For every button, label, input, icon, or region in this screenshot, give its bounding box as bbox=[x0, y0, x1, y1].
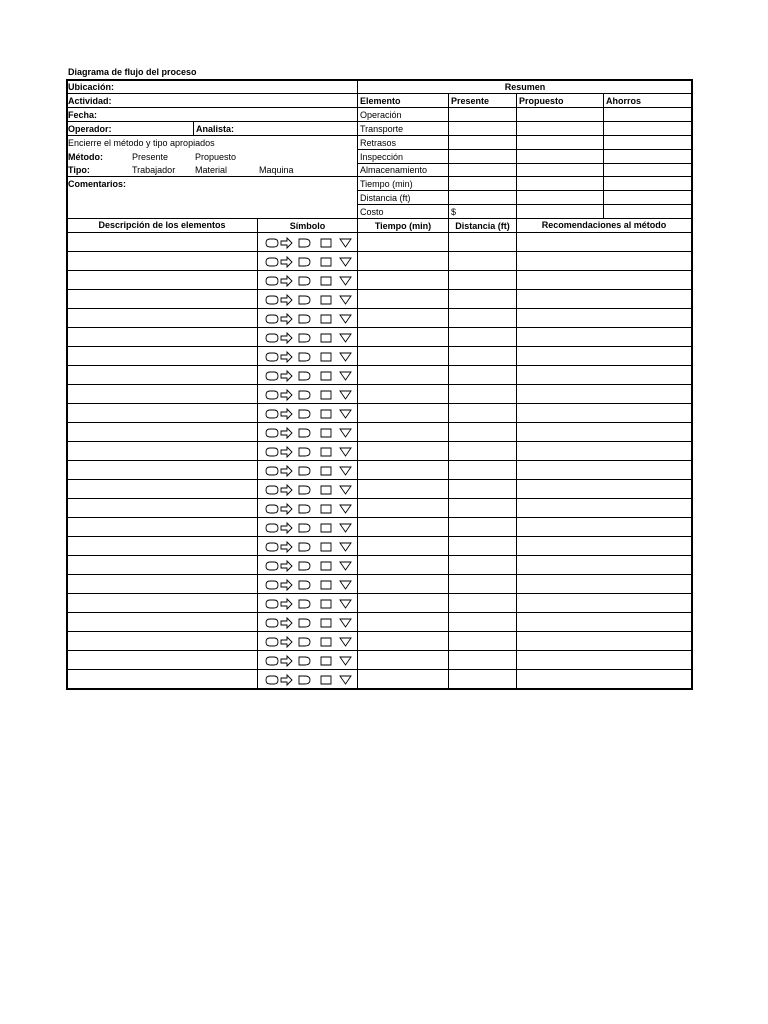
storage-icon[interactable] bbox=[339, 560, 353, 572]
metodo-option-propuesto[interactable]: Propuesto bbox=[195, 152, 237, 162]
transport-icon[interactable] bbox=[280, 256, 294, 268]
summary-col-elemento: Elemento bbox=[360, 96, 401, 106]
inspection-icon[interactable] bbox=[320, 674, 334, 686]
delay-icon[interactable] bbox=[298, 579, 312, 591]
inspection-icon[interactable] bbox=[320, 655, 334, 667]
storage-icon[interactable] bbox=[339, 313, 353, 325]
storage-icon[interactable] bbox=[339, 237, 353, 249]
inspection-icon[interactable] bbox=[320, 484, 334, 496]
operation-icon[interactable] bbox=[265, 332, 279, 344]
summary-title: Resumen bbox=[504, 82, 546, 92]
storage-icon[interactable] bbox=[339, 275, 353, 287]
storage-icon[interactable] bbox=[339, 408, 353, 420]
comentarios-label: Comentarios: bbox=[68, 179, 127, 189]
col-header-descripcion: Descripción de los elementos bbox=[98, 220, 226, 230]
inspection-icon[interactable] bbox=[320, 427, 334, 439]
delay-icon[interactable] bbox=[298, 541, 312, 553]
table-row bbox=[66, 251, 693, 252]
operation-icon[interactable] bbox=[265, 655, 279, 667]
operation-icon[interactable] bbox=[265, 484, 279, 496]
operation-icon[interactable] bbox=[265, 541, 279, 553]
transport-icon[interactable] bbox=[280, 351, 294, 363]
transport-icon[interactable] bbox=[280, 465, 294, 477]
operation-icon[interactable] bbox=[265, 389, 279, 401]
inspection-icon[interactable] bbox=[320, 636, 334, 648]
operation-icon[interactable] bbox=[265, 370, 279, 382]
operation-icon[interactable] bbox=[265, 636, 279, 648]
storage-icon[interactable] bbox=[339, 256, 353, 268]
col-header-simbolo: Símbolo bbox=[289, 221, 326, 231]
transport-icon[interactable] bbox=[280, 636, 294, 648]
col-header-recomendaciones: Recomendaciones al método bbox=[541, 220, 667, 230]
inspection-icon[interactable] bbox=[320, 446, 334, 458]
storage-icon[interactable] bbox=[339, 636, 353, 648]
operation-icon[interactable] bbox=[265, 446, 279, 458]
storage-icon[interactable] bbox=[339, 541, 353, 553]
operation-icon[interactable] bbox=[265, 351, 279, 363]
instruction-text: Encierre el método y tipo apropiados bbox=[68, 138, 215, 148]
table-row bbox=[66, 346, 693, 347]
inspection-icon[interactable] bbox=[320, 598, 334, 610]
tipo-label: Tipo: bbox=[68, 165, 90, 175]
transport-icon[interactable] bbox=[280, 408, 294, 420]
summary-row-inspeccion: Inspección bbox=[360, 152, 404, 162]
delay-icon[interactable] bbox=[298, 617, 312, 629]
col-header-distancia: Distancia (ft) bbox=[455, 221, 510, 231]
ubicacion-label: Ubicación: bbox=[68, 82, 115, 92]
delay-icon[interactable] bbox=[298, 313, 312, 325]
tipo-option-material[interactable]: Material bbox=[195, 165, 228, 175]
delay-icon[interactable] bbox=[298, 332, 312, 344]
transport-icon[interactable] bbox=[280, 313, 294, 325]
delay-icon[interactable] bbox=[298, 522, 312, 534]
storage-icon[interactable] bbox=[339, 484, 353, 496]
transport-icon[interactable] bbox=[280, 503, 294, 515]
table-row bbox=[66, 631, 693, 632]
storage-icon[interactable] bbox=[339, 598, 353, 610]
summary-costo-presente: $ bbox=[451, 207, 457, 217]
transport-icon[interactable] bbox=[280, 522, 294, 534]
table-row bbox=[66, 365, 693, 366]
operation-icon[interactable] bbox=[265, 465, 279, 477]
operation-icon[interactable] bbox=[265, 427, 279, 439]
operation-icon[interactable] bbox=[265, 617, 279, 629]
operation-icon[interactable] bbox=[265, 294, 279, 306]
table-row bbox=[66, 650, 693, 651]
table-row bbox=[66, 270, 693, 271]
storage-icon[interactable] bbox=[339, 294, 353, 306]
summary-col-propuesto: Propuesto bbox=[519, 96, 564, 106]
delay-icon[interactable] bbox=[298, 351, 312, 363]
delay-icon[interactable] bbox=[298, 636, 312, 648]
transport-icon[interactable] bbox=[280, 541, 294, 553]
tipo-option-maquina[interactable]: Maquina bbox=[259, 165, 294, 175]
table-row bbox=[66, 574, 693, 575]
summary-col-ahorros: Ahorros bbox=[606, 96, 642, 106]
transport-icon[interactable] bbox=[280, 332, 294, 344]
delay-icon[interactable] bbox=[298, 655, 312, 667]
delay-icon[interactable] bbox=[298, 427, 312, 439]
table-row bbox=[66, 422, 693, 423]
storage-icon[interactable] bbox=[339, 655, 353, 667]
storage-icon[interactable] bbox=[339, 579, 353, 591]
transport-icon[interactable] bbox=[280, 427, 294, 439]
inspection-icon[interactable] bbox=[320, 332, 334, 344]
transport-icon[interactable] bbox=[280, 389, 294, 401]
summary-row-operacion: Operación bbox=[360, 110, 402, 120]
summary-row-almacenamiento: Almacenamiento bbox=[360, 165, 428, 175]
table-row bbox=[66, 403, 693, 404]
inspection-icon[interactable] bbox=[320, 237, 334, 249]
transport-icon[interactable] bbox=[280, 617, 294, 629]
delay-icon[interactable] bbox=[298, 446, 312, 458]
table-row bbox=[66, 289, 693, 290]
transport-icon[interactable] bbox=[280, 484, 294, 496]
operador-label: Operador: bbox=[68, 124, 112, 134]
storage-icon[interactable] bbox=[339, 674, 353, 686]
table-row bbox=[66, 536, 693, 537]
storage-icon[interactable] bbox=[339, 617, 353, 629]
inspection-icon[interactable] bbox=[320, 465, 334, 477]
table-row bbox=[66, 498, 693, 499]
delay-icon[interactable] bbox=[298, 408, 312, 420]
transport-icon[interactable] bbox=[280, 579, 294, 591]
transport-icon[interactable] bbox=[280, 275, 294, 287]
transport-icon[interactable] bbox=[280, 598, 294, 610]
table-row bbox=[66, 308, 693, 309]
summary-row-tiempo: Tiempo (min) bbox=[360, 179, 413, 189]
delay-icon[interactable] bbox=[298, 560, 312, 572]
table-row bbox=[66, 593, 693, 594]
operation-icon[interactable] bbox=[265, 313, 279, 325]
tipo-option-trabajador[interactable]: Trabajador bbox=[132, 165, 176, 175]
summary-col-presente: Presente bbox=[451, 96, 490, 106]
summary-row-transporte: Transporte bbox=[360, 124, 404, 134]
fecha-label: Fecha: bbox=[68, 110, 98, 120]
operation-icon[interactable] bbox=[265, 408, 279, 420]
inspection-icon[interactable] bbox=[320, 370, 334, 382]
delay-icon[interactable] bbox=[298, 389, 312, 401]
operation-icon[interactable] bbox=[265, 256, 279, 268]
actividad-label: Actividad: bbox=[68, 96, 112, 106]
delay-icon[interactable] bbox=[298, 674, 312, 686]
operation-icon[interactable] bbox=[265, 237, 279, 249]
table-row bbox=[66, 517, 693, 518]
storage-icon[interactable] bbox=[339, 332, 353, 344]
delay-icon[interactable] bbox=[298, 598, 312, 610]
table-row bbox=[66, 441, 693, 442]
page-title: Diagrama de flujo del proceso bbox=[68, 67, 197, 77]
transport-icon[interactable] bbox=[280, 237, 294, 249]
delay-icon[interactable] bbox=[298, 237, 312, 249]
storage-icon[interactable] bbox=[339, 446, 353, 458]
transport-icon[interactable] bbox=[280, 655, 294, 667]
operation-icon[interactable] bbox=[265, 560, 279, 572]
summary-row-costo: Costo bbox=[360, 207, 384, 217]
table-row bbox=[66, 460, 693, 461]
inspection-icon[interactable] bbox=[320, 275, 334, 287]
transport-icon[interactable] bbox=[280, 446, 294, 458]
delay-icon[interactable] bbox=[298, 275, 312, 287]
metodo-label: Método: bbox=[68, 152, 103, 162]
delay-icon[interactable] bbox=[298, 484, 312, 496]
storage-icon[interactable] bbox=[339, 465, 353, 477]
operation-icon[interactable] bbox=[265, 598, 279, 610]
inspection-icon[interactable] bbox=[320, 313, 334, 325]
table-row bbox=[66, 555, 693, 556]
delay-icon[interactable] bbox=[298, 465, 312, 477]
delay-icon[interactable] bbox=[298, 294, 312, 306]
transport-icon[interactable] bbox=[280, 370, 294, 382]
inspection-icon[interactable] bbox=[320, 503, 334, 515]
metodo-option-presente[interactable]: Presente bbox=[132, 152, 169, 162]
storage-icon[interactable] bbox=[339, 503, 353, 515]
storage-icon[interactable] bbox=[339, 389, 353, 401]
operation-icon[interactable] bbox=[265, 275, 279, 287]
operation-icon[interactable] bbox=[265, 522, 279, 534]
delay-icon[interactable] bbox=[298, 370, 312, 382]
inspection-icon[interactable] bbox=[320, 522, 334, 534]
table-row bbox=[66, 669, 693, 670]
transport-icon[interactable] bbox=[280, 674, 294, 686]
summary-row-retrasos: Retrasos bbox=[360, 138, 397, 148]
storage-icon[interactable] bbox=[339, 522, 353, 534]
operation-icon[interactable] bbox=[265, 503, 279, 515]
delay-icon[interactable] bbox=[298, 503, 312, 515]
table-row bbox=[66, 384, 693, 385]
storage-icon[interactable] bbox=[339, 351, 353, 363]
transport-icon[interactable] bbox=[280, 560, 294, 572]
inspection-icon[interactable] bbox=[320, 541, 334, 553]
inspection-icon[interactable] bbox=[320, 579, 334, 591]
transport-icon[interactable] bbox=[280, 294, 294, 306]
delay-icon[interactable] bbox=[298, 256, 312, 268]
inspection-icon[interactable] bbox=[320, 389, 334, 401]
table-row bbox=[66, 688, 693, 690]
col-header-tiempo: Tiempo (min) bbox=[374, 221, 432, 231]
inspection-icon[interactable] bbox=[320, 351, 334, 363]
inspection-icon[interactable] bbox=[320, 408, 334, 420]
inspection-icon[interactable] bbox=[320, 560, 334, 572]
inspection-icon[interactable] bbox=[320, 256, 334, 268]
summary-row-distancia: Distancia (ft) bbox=[360, 193, 411, 203]
table-row bbox=[66, 612, 693, 613]
operation-icon[interactable] bbox=[265, 579, 279, 591]
inspection-icon[interactable] bbox=[320, 617, 334, 629]
inspection-icon[interactable] bbox=[320, 294, 334, 306]
storage-icon[interactable] bbox=[339, 370, 353, 382]
storage-icon[interactable] bbox=[339, 427, 353, 439]
table-row bbox=[66, 327, 693, 328]
table-row bbox=[66, 479, 693, 480]
operation-icon[interactable] bbox=[265, 674, 279, 686]
analista-label: Analista: bbox=[196, 124, 235, 134]
